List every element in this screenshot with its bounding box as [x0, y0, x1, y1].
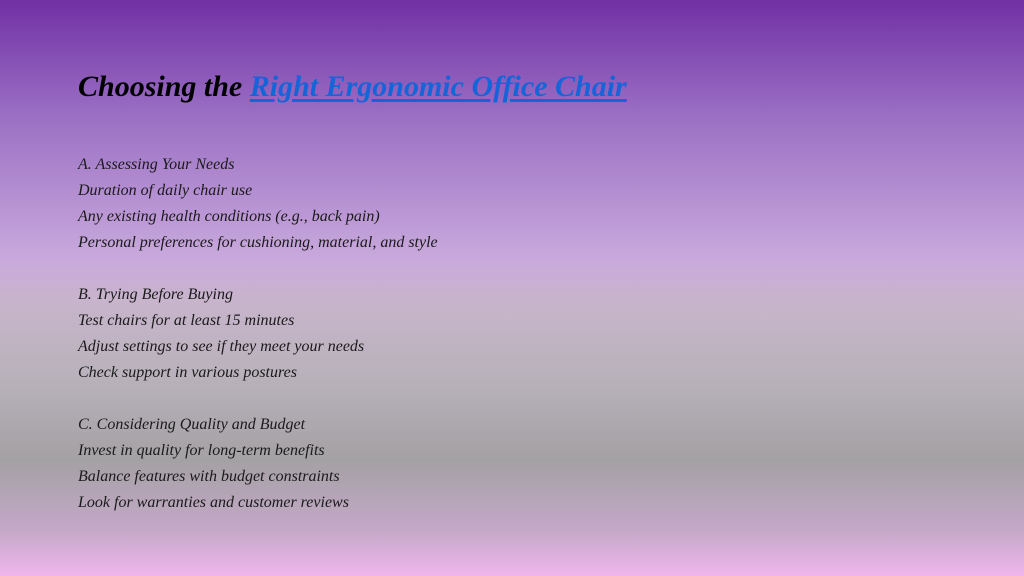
section-item: Adjust settings to see if they meet your needs: [78, 338, 365, 355]
section-item: Duration of daily chair use: [78, 182, 253, 199]
section-item: Any existing health conditions (e.g., back pain): [78, 208, 380, 225]
section-item: Check support in various postures: [78, 364, 297, 381]
slide-content: [78, 66, 978, 542]
title-link[interactable]: Right Ergonomic Office Chair: [249, 70, 627, 103]
section-item: Look for warranties and customer reviews: [78, 494, 349, 511]
section-heading: A. Assessing Your Needs: [78, 156, 235, 173]
section-heading: B. Trying Before Buying: [78, 286, 233, 303]
section-item: Invest in quality for long-term benefits: [78, 442, 325, 459]
section-item: Personal preferences for cushioning, material, and style: [78, 234, 438, 251]
section-item: Balance features with budget constraints: [78, 468, 340, 485]
section-trying-before-buying: [78, 282, 978, 386]
title-prefix: Choosing the: [78, 70, 250, 103]
section-heading: C. Considering Quality and Budget: [78, 416, 306, 433]
section-item: Test chairs for at least 15 minutes: [78, 312, 295, 329]
section-quality-budget: [78, 412, 978, 516]
sections: [78, 152, 978, 516]
slide-title: [78, 66, 978, 108]
section-assessing-needs: [78, 152, 978, 256]
